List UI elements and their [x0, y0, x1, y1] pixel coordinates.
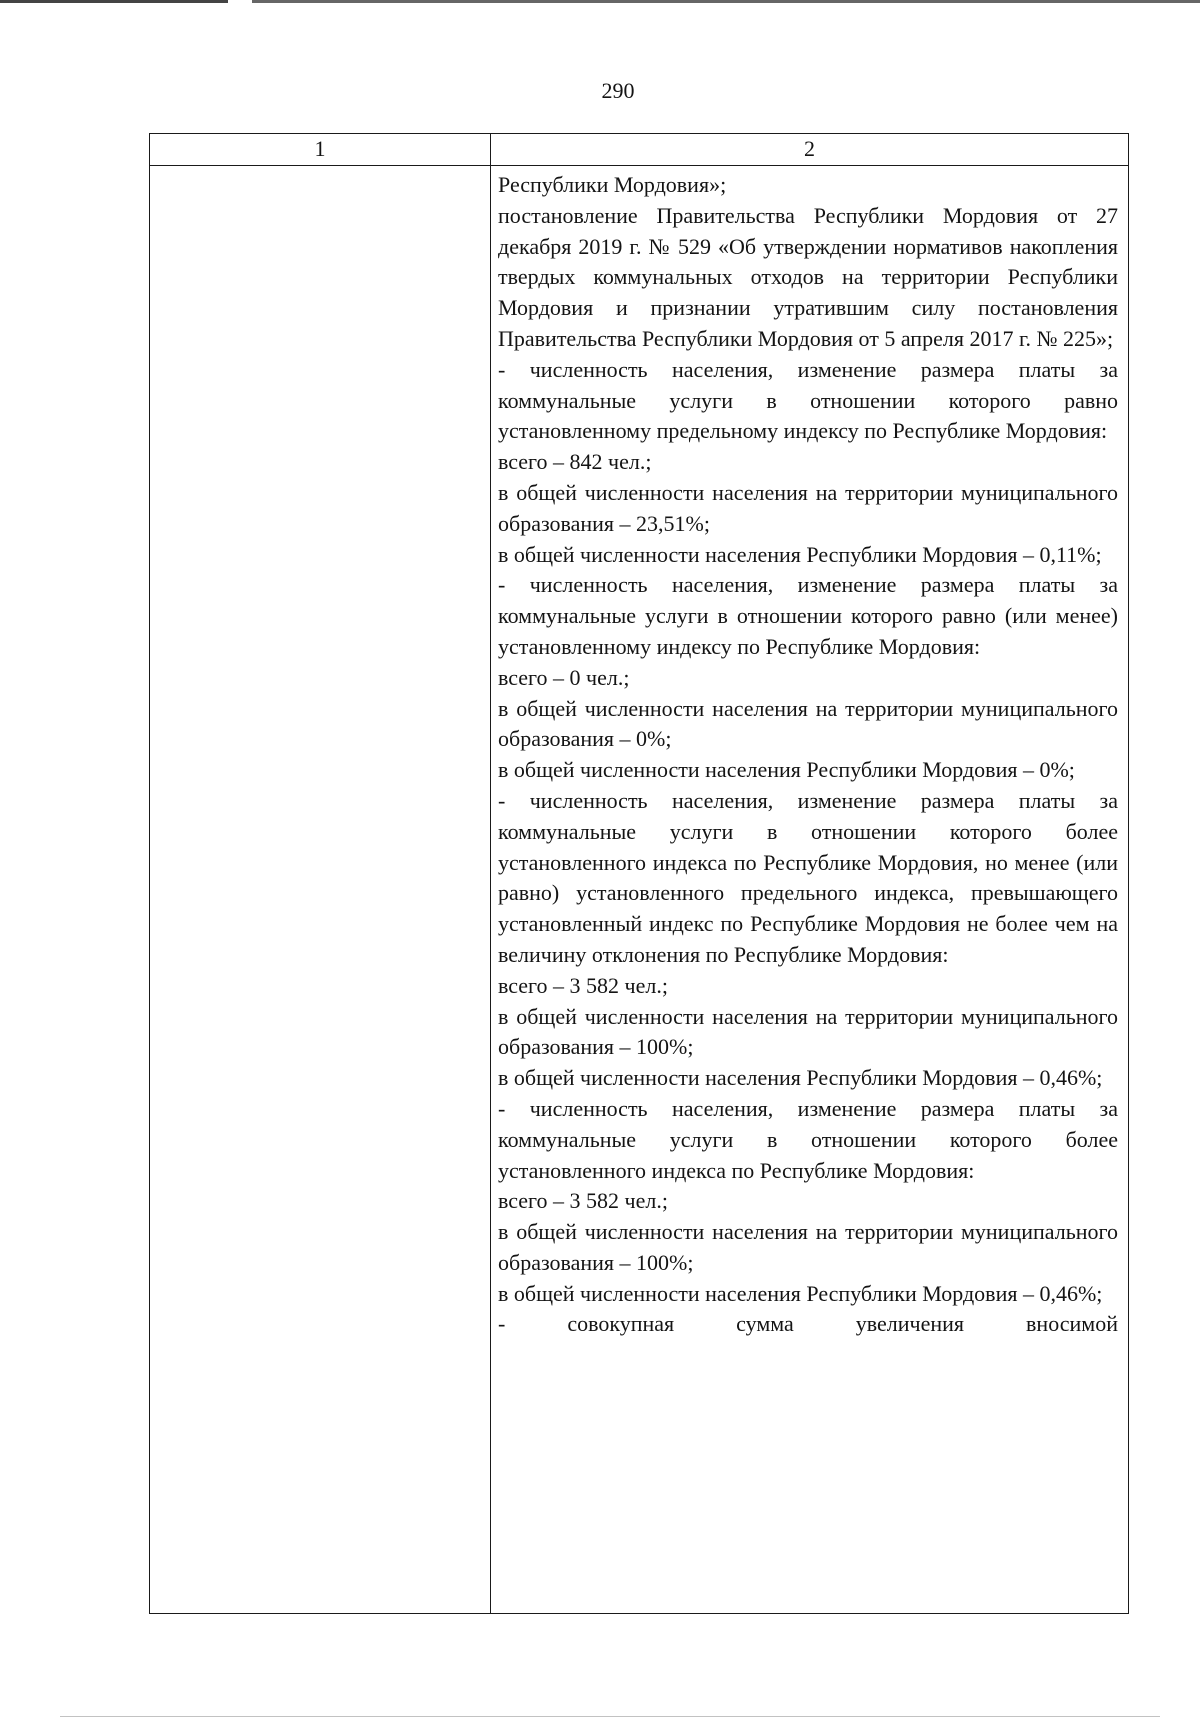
paragraph: в общей численности населения Республики Мордовия – 0,11%;	[498, 541, 1102, 567]
paragraph: постановление Правительства Республики Мордовия от 27 декабря 2019 г. № 529 «Об утверждении нормативов накопления твердых коммунальных отходов на территории Республики Мордовия и признании утратившим силу постановления Правительства Республики Мордовия от 5 апреля 2017 г. № 225»;	[498, 202, 1118, 351]
paragraph: - численность населения, изменение размера платы за коммунальные услуги в отношении которого более установленного индекса по Республике Мордовия:	[498, 1095, 1118, 1183]
paragraph: в общей численности населения на территории муниципального образования – 23,51%;	[498, 479, 1118, 536]
paragraph: - численность населения, изменение размера платы за коммунальные услуги в отношении которого более установленного индекса по Республике Мордовия, но менее (или равно) установленного предельного индекса, превышающего установленный индекс по Республике Мордовия не более чем на величину отклонения по Республике Мордовия:	[498, 787, 1118, 967]
paragraph: в общей численности населения Республики Мордовия – 0,46%;	[498, 1065, 1103, 1091]
scan-top-edge	[0, 0, 1200, 3]
paragraph: - численность населения, изменение размера платы за коммунальные услуги в отношении которого равно (или менее) установленному индексу по Республике Мордовия:	[498, 572, 1118, 659]
document-table	[149, 133, 1129, 1614]
right-cell	[491, 166, 1129, 1614]
paragraph: в общей численности населения Республики Мордовия – 0%;	[498, 757, 1075, 783]
column-header-2: 2	[491, 134, 1129, 166]
paragraph: - численность населения, изменение размера платы за коммунальные услуги в отношении которого равно установленному предельному индексу по Республике Мордовия:	[498, 356, 1118, 444]
left-cell	[150, 166, 491, 1614]
paragraph: в общей численности населения на территории муниципального образования – 100%;	[498, 1003, 1118, 1060]
paragraph: в общей численности населения Республики Мордовия – 0,46%;	[498, 1280, 1103, 1306]
scan-bottom-edge	[60, 1716, 1160, 1717]
paragraph: всего – 0 чел.;	[498, 664, 630, 690]
table-body-row	[150, 166, 1129, 1614]
paragraph: в общей численности населения на территории муниципального образования – 0%;	[498, 695, 1118, 752]
table-header-row	[150, 134, 1129, 166]
paragraph: всего – 3 582 чел.;	[498, 1188, 668, 1214]
paragraph: всего – 842 чел.;	[498, 449, 652, 475]
page-number: 290	[601, 78, 635, 103]
paragraph: Республики Мордовия»;	[498, 172, 727, 197]
paragraph: - совокупная сумма увеличения вносимой	[498, 1311, 1118, 1337]
paragraph: в общей численности населения на территории муниципального образования – 100%;	[498, 1219, 1118, 1275]
paragraph: всего – 3 582 чел.;	[498, 972, 668, 998]
column-header-1: 1	[150, 134, 491, 166]
